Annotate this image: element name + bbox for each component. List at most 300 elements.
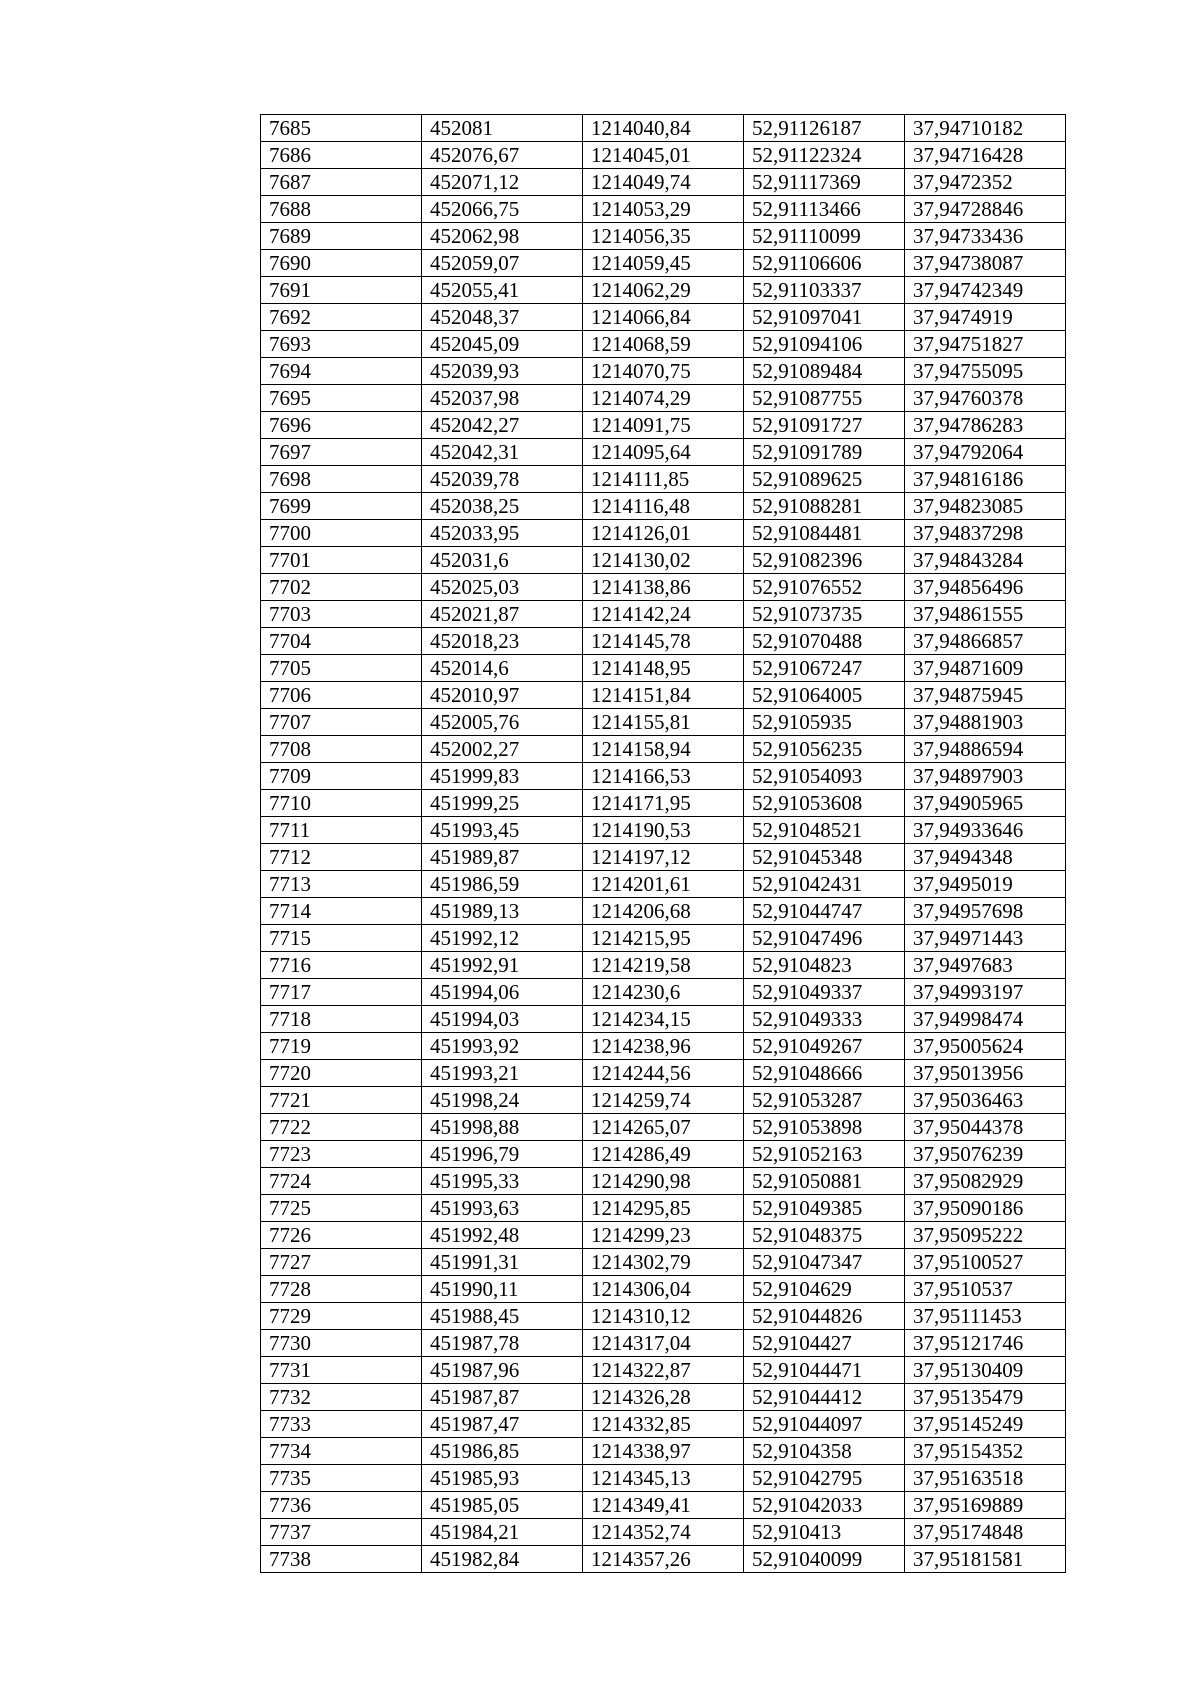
x-coordinate-cell: 451998,24 xyxy=(422,1087,583,1114)
longitude-cell: 37,94886594 xyxy=(905,736,1066,763)
point-number-cell: 7716 xyxy=(261,952,422,979)
table-row xyxy=(261,1492,1066,1519)
point-number-cell: 7725 xyxy=(261,1195,422,1222)
latitude-cell: 52,91053608 xyxy=(744,790,905,817)
x-coordinate-cell: 451995,33 xyxy=(422,1168,583,1195)
latitude-cell: 52,91052163 xyxy=(744,1141,905,1168)
longitude-cell: 37,94843284 xyxy=(905,547,1066,574)
y-coordinate-cell: 1214265,07 xyxy=(583,1114,744,1141)
table-row xyxy=(261,1519,1066,1546)
point-number-cell: 7699 xyxy=(261,493,422,520)
table-row xyxy=(261,601,1066,628)
table-row xyxy=(261,655,1066,682)
table-row xyxy=(261,898,1066,925)
latitude-cell: 52,91067247 xyxy=(744,655,905,682)
y-coordinate-cell: 1214155,81 xyxy=(583,709,744,736)
point-number-cell: 7723 xyxy=(261,1141,422,1168)
point-number-cell: 7694 xyxy=(261,358,422,385)
x-coordinate-cell: 451987,47 xyxy=(422,1411,583,1438)
point-number-cell: 7720 xyxy=(261,1060,422,1087)
x-coordinate-cell: 452002,27 xyxy=(422,736,583,763)
x-coordinate-cell: 452031,6 xyxy=(422,547,583,574)
longitude-cell: 37,94760378 xyxy=(905,385,1066,412)
x-coordinate-cell: 451991,31 xyxy=(422,1249,583,1276)
table-row xyxy=(261,628,1066,655)
y-coordinate-cell: 1214111,85 xyxy=(583,466,744,493)
longitude-cell: 37,94738087 xyxy=(905,250,1066,277)
y-coordinate-cell: 1214151,84 xyxy=(583,682,744,709)
y-coordinate-cell: 1214045,01 xyxy=(583,142,744,169)
point-number-cell: 7730 xyxy=(261,1330,422,1357)
y-coordinate-cell: 1214070,75 xyxy=(583,358,744,385)
point-number-cell: 7717 xyxy=(261,979,422,1006)
table-row xyxy=(261,1384,1066,1411)
point-number-cell: 7702 xyxy=(261,574,422,601)
longitude-cell: 37,95121746 xyxy=(905,1330,1066,1357)
table-row xyxy=(261,142,1066,169)
point-number-cell: 7726 xyxy=(261,1222,422,1249)
x-coordinate-cell: 452018,23 xyxy=(422,628,583,655)
point-number-cell: 7690 xyxy=(261,250,422,277)
x-coordinate-cell: 451982,84 xyxy=(422,1546,583,1573)
longitude-cell: 37,95076239 xyxy=(905,1141,1066,1168)
point-number-cell: 7732 xyxy=(261,1384,422,1411)
longitude-cell: 37,94733436 xyxy=(905,223,1066,250)
latitude-cell: 52,91091789 xyxy=(744,439,905,466)
x-coordinate-cell: 452038,25 xyxy=(422,493,583,520)
y-coordinate-cell: 1214126,01 xyxy=(583,520,744,547)
point-number-cell: 7724 xyxy=(261,1168,422,1195)
table-row xyxy=(261,1006,1066,1033)
x-coordinate-cell: 452037,98 xyxy=(422,385,583,412)
latitude-cell: 52,91053898 xyxy=(744,1114,905,1141)
x-coordinate-cell: 452062,98 xyxy=(422,223,583,250)
table-row xyxy=(261,115,1066,142)
latitude-cell: 52,91048666 xyxy=(744,1060,905,1087)
latitude-cell: 52,91044097 xyxy=(744,1411,905,1438)
point-number-cell: 7736 xyxy=(261,1492,422,1519)
y-coordinate-cell: 1214238,96 xyxy=(583,1033,744,1060)
x-coordinate-cell: 451986,85 xyxy=(422,1438,583,1465)
x-coordinate-cell: 451990,11 xyxy=(422,1276,583,1303)
table-row xyxy=(261,817,1066,844)
table-row xyxy=(261,709,1066,736)
longitude-cell: 37,94742349 xyxy=(905,277,1066,304)
point-number-cell: 7731 xyxy=(261,1357,422,1384)
point-number-cell: 7729 xyxy=(261,1303,422,1330)
longitude-cell: 37,94710182 xyxy=(905,115,1066,142)
point-number-cell: 7700 xyxy=(261,520,422,547)
x-coordinate-cell: 452005,76 xyxy=(422,709,583,736)
point-number-cell: 7711 xyxy=(261,817,422,844)
latitude-cell: 52,910413 xyxy=(744,1519,905,1546)
x-coordinate-cell: 452055,41 xyxy=(422,277,583,304)
longitude-cell: 37,94933646 xyxy=(905,817,1066,844)
x-coordinate-cell: 451984,21 xyxy=(422,1519,583,1546)
y-coordinate-cell: 1214332,85 xyxy=(583,1411,744,1438)
latitude-cell: 52,9105935 xyxy=(744,709,905,736)
table-row xyxy=(261,1168,1066,1195)
longitude-cell: 37,94728846 xyxy=(905,196,1066,223)
latitude-cell: 52,91044412 xyxy=(744,1384,905,1411)
latitude-cell: 52,91087755 xyxy=(744,385,905,412)
latitude-cell: 52,91056235 xyxy=(744,736,905,763)
point-number-cell: 7703 xyxy=(261,601,422,628)
table-row xyxy=(261,1546,1066,1573)
latitude-cell: 52,9104427 xyxy=(744,1330,905,1357)
x-coordinate-cell: 452039,93 xyxy=(422,358,583,385)
table-row xyxy=(261,439,1066,466)
point-number-cell: 7706 xyxy=(261,682,422,709)
y-coordinate-cell: 1214074,29 xyxy=(583,385,744,412)
table-row xyxy=(261,493,1066,520)
latitude-cell: 52,91049337 xyxy=(744,979,905,1006)
x-coordinate-cell: 451989,13 xyxy=(422,898,583,925)
longitude-cell: 37,94971443 xyxy=(905,925,1066,952)
y-coordinate-cell: 1214056,35 xyxy=(583,223,744,250)
table-row xyxy=(261,412,1066,439)
y-coordinate-cell: 1214357,26 xyxy=(583,1546,744,1573)
table-row xyxy=(261,277,1066,304)
y-coordinate-cell: 1214066,84 xyxy=(583,304,744,331)
longitude-cell: 37,95154352 xyxy=(905,1438,1066,1465)
table-row xyxy=(261,385,1066,412)
latitude-cell: 52,91110099 xyxy=(744,223,905,250)
y-coordinate-cell: 1214148,95 xyxy=(583,655,744,682)
latitude-cell: 52,91044747 xyxy=(744,898,905,925)
y-coordinate-cell: 1214095,64 xyxy=(583,439,744,466)
point-number-cell: 7722 xyxy=(261,1114,422,1141)
x-coordinate-cell: 452021,87 xyxy=(422,601,583,628)
latitude-cell: 52,91049385 xyxy=(744,1195,905,1222)
longitude-cell: 37,94786283 xyxy=(905,412,1066,439)
table-row xyxy=(261,1276,1066,1303)
point-number-cell: 7697 xyxy=(261,439,422,466)
latitude-cell: 52,91049267 xyxy=(744,1033,905,1060)
y-coordinate-cell: 1214206,68 xyxy=(583,898,744,925)
latitude-cell: 52,9104823 xyxy=(744,952,905,979)
point-number-cell: 7701 xyxy=(261,547,422,574)
y-coordinate-cell: 1214062,29 xyxy=(583,277,744,304)
x-coordinate-cell: 451989,87 xyxy=(422,844,583,871)
point-number-cell: 7705 xyxy=(261,655,422,682)
longitude-cell: 37,95130409 xyxy=(905,1357,1066,1384)
x-coordinate-cell: 451994,03 xyxy=(422,1006,583,1033)
table-row xyxy=(261,331,1066,358)
point-number-cell: 7714 xyxy=(261,898,422,925)
point-number-cell: 7713 xyxy=(261,871,422,898)
point-number-cell: 7692 xyxy=(261,304,422,331)
table-row xyxy=(261,1357,1066,1384)
point-number-cell: 7689 xyxy=(261,223,422,250)
longitude-cell: 37,94837298 xyxy=(905,520,1066,547)
table-row xyxy=(261,871,1066,898)
y-coordinate-cell: 1214059,45 xyxy=(583,250,744,277)
y-coordinate-cell: 1214259,74 xyxy=(583,1087,744,1114)
latitude-cell: 52,91053287 xyxy=(744,1087,905,1114)
x-coordinate-cell: 451993,63 xyxy=(422,1195,583,1222)
x-coordinate-cell: 452025,03 xyxy=(422,574,583,601)
y-coordinate-cell: 1214338,97 xyxy=(583,1438,744,1465)
latitude-cell: 52,91054093 xyxy=(744,763,905,790)
x-coordinate-cell: 451992,91 xyxy=(422,952,583,979)
longitude-cell: 37,94861555 xyxy=(905,601,1066,628)
y-coordinate-cell: 1214230,6 xyxy=(583,979,744,1006)
table-row xyxy=(261,1222,1066,1249)
point-number-cell: 7712 xyxy=(261,844,422,871)
y-coordinate-cell: 1214068,59 xyxy=(583,331,744,358)
y-coordinate-cell: 1214322,87 xyxy=(583,1357,744,1384)
x-coordinate-cell: 451994,06 xyxy=(422,979,583,1006)
longitude-cell: 37,94751827 xyxy=(905,331,1066,358)
y-coordinate-cell: 1214286,49 xyxy=(583,1141,744,1168)
point-number-cell: 7698 xyxy=(261,466,422,493)
y-coordinate-cell: 1214040,84 xyxy=(583,115,744,142)
x-coordinate-cell: 452010,97 xyxy=(422,682,583,709)
table-row xyxy=(261,547,1066,574)
longitude-cell: 37,94866857 xyxy=(905,628,1066,655)
table-row xyxy=(261,169,1066,196)
table-row xyxy=(261,952,1066,979)
longitude-cell: 37,95145249 xyxy=(905,1411,1066,1438)
x-coordinate-cell: 451985,05 xyxy=(422,1492,583,1519)
latitude-cell: 52,91073735 xyxy=(744,601,905,628)
coordinates-table xyxy=(260,114,1066,1573)
y-coordinate-cell: 1214116,48 xyxy=(583,493,744,520)
latitude-cell: 52,91122324 xyxy=(744,142,905,169)
coordinates-table-body xyxy=(261,115,1066,1573)
y-coordinate-cell: 1214302,79 xyxy=(583,1249,744,1276)
point-number-cell: 7704 xyxy=(261,628,422,655)
x-coordinate-cell: 452076,67 xyxy=(422,142,583,169)
latitude-cell: 52,91088281 xyxy=(744,493,905,520)
y-coordinate-cell: 1214049,74 xyxy=(583,169,744,196)
latitude-cell: 52,91042033 xyxy=(744,1492,905,1519)
y-coordinate-cell: 1214234,15 xyxy=(583,1006,744,1033)
longitude-cell: 37,94816186 xyxy=(905,466,1066,493)
y-coordinate-cell: 1214345,13 xyxy=(583,1465,744,1492)
x-coordinate-cell: 452071,12 xyxy=(422,169,583,196)
longitude-cell: 37,94993197 xyxy=(905,979,1066,1006)
table-row xyxy=(261,763,1066,790)
table-row xyxy=(261,223,1066,250)
point-number-cell: 7737 xyxy=(261,1519,422,1546)
longitude-cell: 37,95111453 xyxy=(905,1303,1066,1330)
point-number-cell: 7695 xyxy=(261,385,422,412)
x-coordinate-cell: 451992,48 xyxy=(422,1222,583,1249)
latitude-cell: 52,9104629 xyxy=(744,1276,905,1303)
longitude-cell: 37,95044378 xyxy=(905,1114,1066,1141)
x-coordinate-cell: 452042,27 xyxy=(422,412,583,439)
y-coordinate-cell: 1214197,12 xyxy=(583,844,744,871)
x-coordinate-cell: 452033,95 xyxy=(422,520,583,547)
x-coordinate-cell: 451987,96 xyxy=(422,1357,583,1384)
x-coordinate-cell: 452039,78 xyxy=(422,466,583,493)
longitude-cell: 37,9494348 xyxy=(905,844,1066,871)
y-coordinate-cell: 1214053,29 xyxy=(583,196,744,223)
latitude-cell: 52,91045348 xyxy=(744,844,905,871)
latitude-cell: 52,91089625 xyxy=(744,466,905,493)
x-coordinate-cell: 451986,59 xyxy=(422,871,583,898)
latitude-cell: 52,91103337 xyxy=(744,277,905,304)
longitude-cell: 37,95169889 xyxy=(905,1492,1066,1519)
longitude-cell: 37,94871609 xyxy=(905,655,1066,682)
x-coordinate-cell: 451996,79 xyxy=(422,1141,583,1168)
latitude-cell: 52,91076552 xyxy=(744,574,905,601)
point-number-cell: 7686 xyxy=(261,142,422,169)
table-row xyxy=(261,574,1066,601)
y-coordinate-cell: 1214130,02 xyxy=(583,547,744,574)
y-coordinate-cell: 1214317,04 xyxy=(583,1330,744,1357)
longitude-cell: 37,9495019 xyxy=(905,871,1066,898)
point-number-cell: 7734 xyxy=(261,1438,422,1465)
point-number-cell: 7719 xyxy=(261,1033,422,1060)
y-coordinate-cell: 1214158,94 xyxy=(583,736,744,763)
longitude-cell: 37,95005624 xyxy=(905,1033,1066,1060)
y-coordinate-cell: 1214138,86 xyxy=(583,574,744,601)
x-coordinate-cell: 451999,83 xyxy=(422,763,583,790)
table-row xyxy=(261,196,1066,223)
point-number-cell: 7733 xyxy=(261,1411,422,1438)
longitude-cell: 37,94823085 xyxy=(905,493,1066,520)
latitude-cell: 52,91040099 xyxy=(744,1546,905,1573)
longitude-cell: 37,9510537 xyxy=(905,1276,1066,1303)
y-coordinate-cell: 1214219,58 xyxy=(583,952,744,979)
y-coordinate-cell: 1214306,04 xyxy=(583,1276,744,1303)
longitude-cell: 37,95181581 xyxy=(905,1546,1066,1573)
latitude-cell: 52,91048375 xyxy=(744,1222,905,1249)
table-row xyxy=(261,250,1066,277)
x-coordinate-cell: 452048,37 xyxy=(422,304,583,331)
y-coordinate-cell: 1214290,98 xyxy=(583,1168,744,1195)
latitude-cell: 52,91089484 xyxy=(744,358,905,385)
longitude-cell: 37,94957698 xyxy=(905,898,1066,925)
point-number-cell: 7738 xyxy=(261,1546,422,1573)
latitude-cell: 52,91106606 xyxy=(744,250,905,277)
longitude-cell: 37,95163518 xyxy=(905,1465,1066,1492)
latitude-cell: 52,91117369 xyxy=(744,169,905,196)
latitude-cell: 52,91082396 xyxy=(744,547,905,574)
table-row xyxy=(261,979,1066,1006)
longitude-cell: 37,9497683 xyxy=(905,952,1066,979)
y-coordinate-cell: 1214166,53 xyxy=(583,763,744,790)
y-coordinate-cell: 1214215,95 xyxy=(583,925,744,952)
latitude-cell: 52,91050881 xyxy=(744,1168,905,1195)
x-coordinate-cell: 452059,07 xyxy=(422,250,583,277)
latitude-cell: 52,91094106 xyxy=(744,331,905,358)
x-coordinate-cell: 451987,78 xyxy=(422,1330,583,1357)
longitude-cell: 37,95036463 xyxy=(905,1087,1066,1114)
table-row xyxy=(261,1465,1066,1492)
latitude-cell: 52,91091727 xyxy=(744,412,905,439)
x-coordinate-cell: 451999,25 xyxy=(422,790,583,817)
x-coordinate-cell: 452081 xyxy=(422,115,583,142)
point-number-cell: 7696 xyxy=(261,412,422,439)
y-coordinate-cell: 1214091,75 xyxy=(583,412,744,439)
point-number-cell: 7727 xyxy=(261,1249,422,1276)
longitude-cell: 37,9474919 xyxy=(905,304,1066,331)
point-number-cell: 7688 xyxy=(261,196,422,223)
y-coordinate-cell: 1214244,56 xyxy=(583,1060,744,1087)
x-coordinate-cell: 452066,75 xyxy=(422,196,583,223)
longitude-cell: 37,94881903 xyxy=(905,709,1066,736)
table-row xyxy=(261,1033,1066,1060)
x-coordinate-cell: 451998,88 xyxy=(422,1114,583,1141)
point-number-cell: 7707 xyxy=(261,709,422,736)
y-coordinate-cell: 1214145,78 xyxy=(583,628,744,655)
latitude-cell: 52,9104358 xyxy=(744,1438,905,1465)
y-coordinate-cell: 1214352,74 xyxy=(583,1519,744,1546)
latitude-cell: 52,91048521 xyxy=(744,817,905,844)
x-coordinate-cell: 452045,09 xyxy=(422,331,583,358)
x-coordinate-cell: 451993,45 xyxy=(422,817,583,844)
latitude-cell: 52,91126187 xyxy=(744,115,905,142)
table-row xyxy=(261,1087,1066,1114)
point-number-cell: 7735 xyxy=(261,1465,422,1492)
y-coordinate-cell: 1214299,23 xyxy=(583,1222,744,1249)
latitude-cell: 52,91047496 xyxy=(744,925,905,952)
latitude-cell: 52,91042795 xyxy=(744,1465,905,1492)
longitude-cell: 37,94755095 xyxy=(905,358,1066,385)
x-coordinate-cell: 451992,12 xyxy=(422,925,583,952)
table-row xyxy=(261,925,1066,952)
point-number-cell: 7728 xyxy=(261,1276,422,1303)
longitude-cell: 37,95174848 xyxy=(905,1519,1066,1546)
longitude-cell: 37,95095222 xyxy=(905,1222,1066,1249)
x-coordinate-cell: 451993,92 xyxy=(422,1033,583,1060)
table-row xyxy=(261,1195,1066,1222)
longitude-cell: 37,95090186 xyxy=(905,1195,1066,1222)
latitude-cell: 52,91084481 xyxy=(744,520,905,547)
latitude-cell: 52,91070488 xyxy=(744,628,905,655)
x-coordinate-cell: 451988,45 xyxy=(422,1303,583,1330)
x-coordinate-cell: 451987,87 xyxy=(422,1384,583,1411)
x-coordinate-cell: 452042,31 xyxy=(422,439,583,466)
table-row xyxy=(261,1303,1066,1330)
longitude-cell: 37,94875945 xyxy=(905,682,1066,709)
point-number-cell: 7693 xyxy=(261,331,422,358)
point-number-cell: 7718 xyxy=(261,1006,422,1033)
table-row xyxy=(261,304,1066,331)
latitude-cell: 52,91044826 xyxy=(744,1303,905,1330)
point-number-cell: 7685 xyxy=(261,115,422,142)
table-row xyxy=(261,1114,1066,1141)
y-coordinate-cell: 1214295,85 xyxy=(583,1195,744,1222)
table-row xyxy=(261,1060,1066,1087)
table-row xyxy=(261,1438,1066,1465)
longitude-cell: 37,94856496 xyxy=(905,574,1066,601)
table-row xyxy=(261,1141,1066,1168)
x-coordinate-cell: 451985,93 xyxy=(422,1465,583,1492)
longitude-cell: 37,95100527 xyxy=(905,1249,1066,1276)
longitude-cell: 37,95082929 xyxy=(905,1168,1066,1195)
point-number-cell: 7709 xyxy=(261,763,422,790)
point-number-cell: 7687 xyxy=(261,169,422,196)
longitude-cell: 37,95013956 xyxy=(905,1060,1066,1087)
y-coordinate-cell: 1214142,24 xyxy=(583,601,744,628)
table-row xyxy=(261,790,1066,817)
point-number-cell: 7721 xyxy=(261,1087,422,1114)
latitude-cell: 52,91049333 xyxy=(744,1006,905,1033)
latitude-cell: 52,91064005 xyxy=(744,682,905,709)
table-row xyxy=(261,520,1066,547)
latitude-cell: 52,91113466 xyxy=(744,196,905,223)
longitude-cell: 37,94716428 xyxy=(905,142,1066,169)
latitude-cell: 52,91047347 xyxy=(744,1249,905,1276)
longitude-cell: 37,9472352 xyxy=(905,169,1066,196)
longitude-cell: 37,94792064 xyxy=(905,439,1066,466)
y-coordinate-cell: 1214190,53 xyxy=(583,817,744,844)
